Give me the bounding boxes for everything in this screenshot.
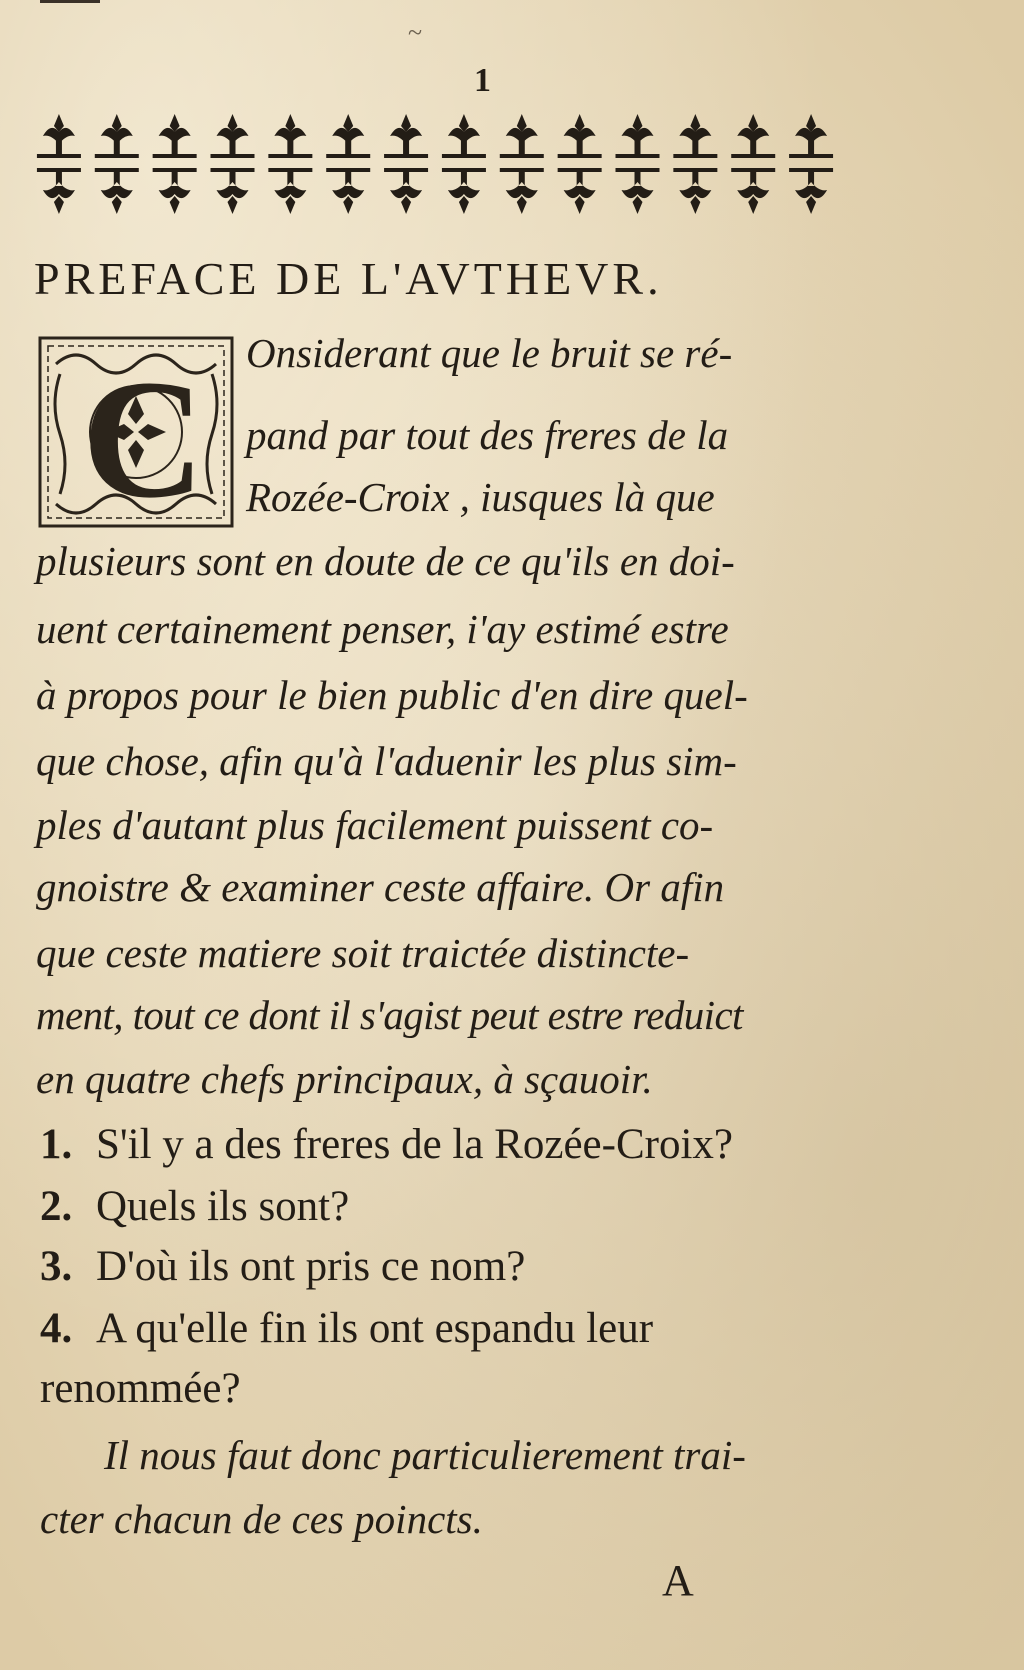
fleuron-motif — [268, 114, 312, 158]
fleuron-motif — [37, 168, 81, 214]
closing-line: cter chacun de ces poincts. — [40, 1496, 483, 1542]
list-item — [40, 1180, 349, 1234]
fleuron-motif — [616, 168, 660, 214]
fleuron-motif — [211, 114, 255, 158]
paragraph-line: à propos pour le bien public d'en dire quel- — [36, 672, 748, 718]
fleuron-motif — [153, 114, 197, 158]
paragraph-line: uent certainement penser, i'ay estimé estre — [36, 606, 729, 652]
list-number: 4. — [40, 1305, 73, 1352]
fleuron-motif — [442, 114, 486, 158]
decorated-initial — [36, 334, 236, 533]
paragraph-line: que chose, afin qu'à l'aduenir les plus sim- — [36, 738, 737, 784]
paragraph-line: Rozée-Croix , iusques là que — [246, 474, 715, 520]
paragraph-line: plusieurs sont en doute de ce qu'ils en doi- — [36, 538, 735, 584]
fleuron-motif — [673, 168, 717, 214]
list-number: 3. — [40, 1243, 73, 1290]
closing-line: Il nous faut donc particulierement trai- — [104, 1432, 746, 1478]
fleuron-motif — [384, 114, 428, 158]
list-number: 2. — [40, 1183, 73, 1230]
fleuron-motif — [558, 114, 602, 158]
list-number: 1. — [40, 1121, 73, 1168]
list-text: Quels ils sont? — [96, 1183, 350, 1230]
list-text: S'il y a des freres de la Rozée-Croix? — [96, 1121, 733, 1168]
paragraph-line: ples d'autant plus facilement puissent co- — [36, 802, 714, 848]
preface-heading: PREFACE DE L'AVTHEVR. — [34, 253, 663, 304]
fleuron-motif — [153, 168, 197, 214]
fleuron-motif — [731, 168, 775, 214]
fleuron-motif — [558, 168, 602, 214]
fleuron-motif — [500, 114, 544, 158]
fleuron-motif — [673, 114, 717, 158]
fleuron-motif — [268, 168, 312, 214]
paragraph-line: gnoistre & examiner ceste affaire. Or afin — [36, 864, 725, 910]
fleuron-motif — [95, 114, 139, 158]
fleuron-motif — [95, 168, 139, 214]
fleuron-motif — [326, 114, 370, 158]
fleuron-motif — [500, 168, 544, 214]
catchword: A — [662, 1556, 694, 1605]
fleuron-motif — [211, 168, 255, 214]
drop-cap-letter: C — [82, 345, 205, 533]
fleuron-motif — [326, 168, 370, 214]
list-item — [40, 1302, 653, 1356]
top-rule — [40, 0, 100, 3]
top-mark: ~ — [408, 18, 423, 47]
fleuron-motif — [37, 114, 81, 158]
fleuron-motif — [442, 168, 486, 214]
list-text: renommée? — [40, 1365, 241, 1412]
fleuron-motif — [384, 168, 428, 214]
list-text: A qu'elle fin ils ont espandu leur — [96, 1305, 654, 1352]
paragraph-line: Onsiderant que le bruit se ré- — [246, 330, 733, 376]
fleuron-motif — [789, 168, 833, 214]
fleuron-motif — [616, 114, 660, 158]
list-item — [40, 1362, 241, 1416]
fleuron-motif — [731, 114, 775, 158]
paragraph-line: ment, tout ce dont il s'agist peut estre reduict — [36, 992, 743, 1038]
list-item — [40, 1118, 733, 1172]
fleuron-border-ornament — [30, 110, 840, 218]
paragraph-line: pand par tout des freres de la — [246, 412, 729, 458]
page-number: 1 — [474, 62, 491, 99]
paragraph-line: que ceste matiere soit traictée distincte- — [36, 930, 690, 976]
list-item — [40, 1240, 525, 1294]
fleuron-motif — [789, 114, 833, 158]
list-text: D'où ils ont pris ce nom? — [96, 1243, 526, 1290]
paragraph-line: en quatre chefs principaux, à sçauoir. — [36, 1056, 653, 1102]
